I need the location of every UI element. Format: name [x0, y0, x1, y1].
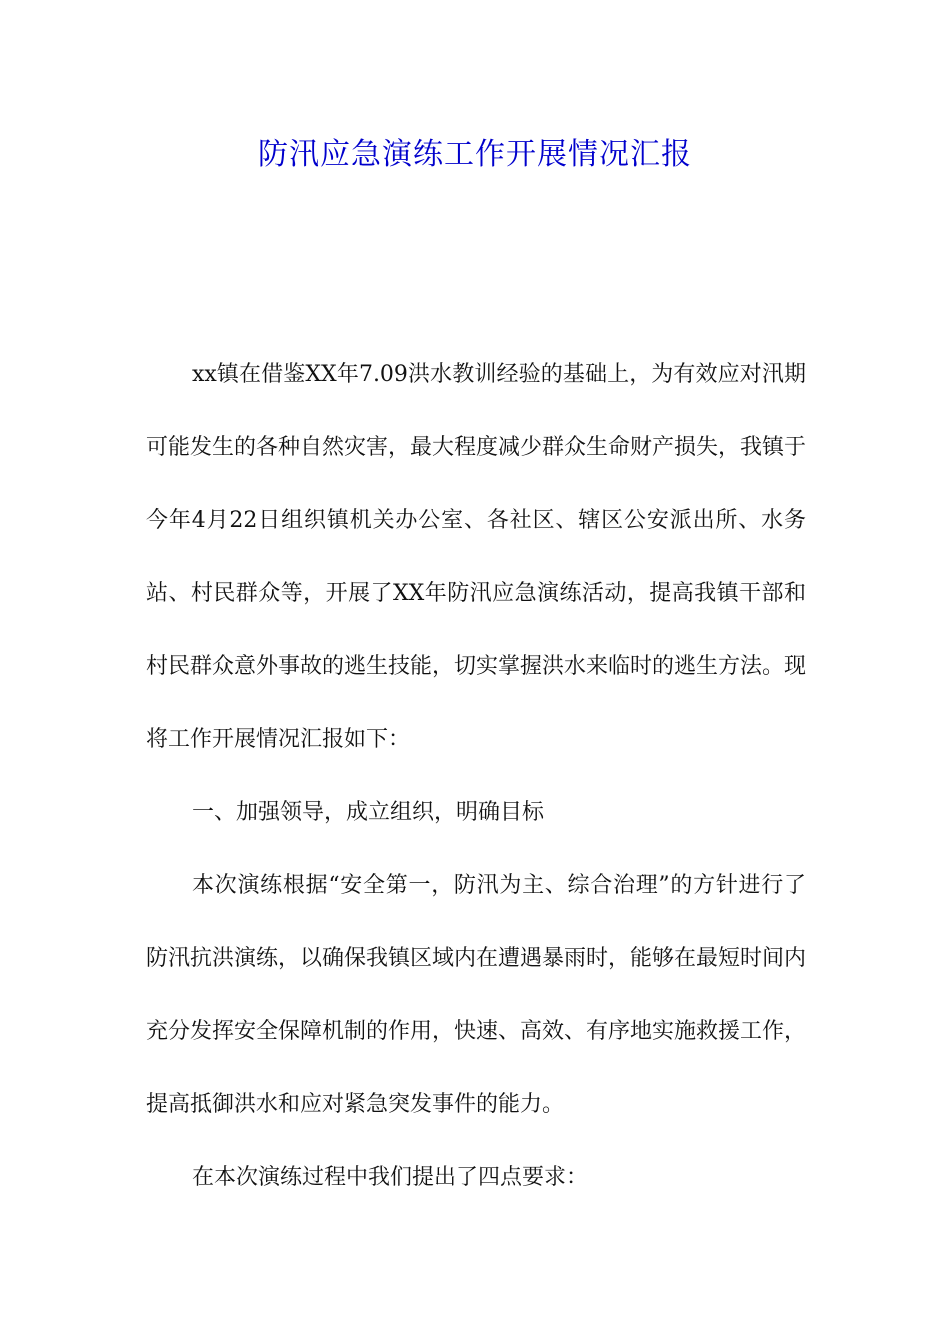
paragraph-requirements-lead: 在本次演练过程中我们提出了四点要求：: [192, 1165, 589, 1190]
document-body: [146, 338, 806, 1214]
paragraph-section-1: 本次演练根据“安全第一，防汛为主、综合治理”的方针进行了防汛抗洪演练，以确保我镇区域内在遭遇暴雨时，能够在最短时间内充分发挥安全保障机制的作用，快速、高效、有序地实施救援工作，提高抵御洪水和应对紧急突发事件的能力。: [146, 873, 807, 1117]
document-title: 防汛应急演练工作开展情况汇报: [258, 137, 692, 172]
section-heading-1: 一、加强领导，成立组织，明确目标: [192, 800, 545, 825]
paragraph-intro: xx镇在借鉴XX年7.09洪水教训经验的基础上，为有效应对汛期可能发生的各种自然灾害，最大程度减少群众生命财产损失，我镇于今年4月22日组织镇机关办公室、各社区、辖区公安派出所、水务站、村民群众等，开展了XX年防汛应急演练活动，提高我镇干部和村民群众意外事故的逃生技能，切实掌握洪水来临时的逃生方法。现将工作开展情况汇报如下：: [146, 362, 807, 752]
